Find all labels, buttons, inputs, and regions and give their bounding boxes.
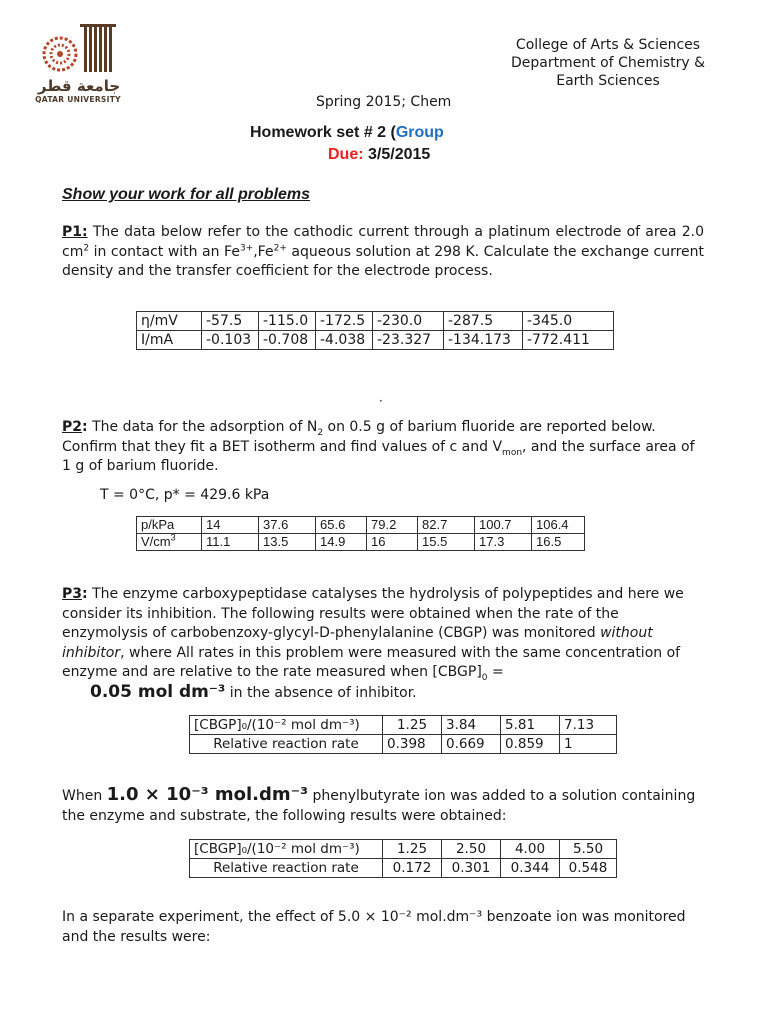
problem-1-text-d: aqueous solution at 298 K. Calculate the exchange current density and the transfer coefficient for the electrode process. xyxy=(62,243,704,279)
problem-1-table xyxy=(136,311,614,350)
when-rest: phenylbutyrate ion was added to a solution containing the enzyme and substrate, the following results were obtained: xyxy=(62,788,696,824)
p3-colon: : xyxy=(82,586,88,602)
table-row xyxy=(190,859,617,878)
p2-colon: : xyxy=(82,419,88,435)
department-line: Department of Chemistry & xyxy=(510,55,706,71)
table-row xyxy=(190,716,617,735)
table-cell: -134.173 xyxy=(444,331,523,350)
table-cell: 14.9 xyxy=(316,534,367,551)
table-cell: 65.6 xyxy=(316,517,367,534)
table-cell: 0.172 xyxy=(383,859,442,878)
table-row xyxy=(137,312,614,331)
table-cell: 0.301 xyxy=(442,859,501,878)
table-cell: 0.398 xyxy=(383,735,442,754)
table-cell: 106.4 xyxy=(532,517,585,534)
table-cell: 16.5 xyxy=(532,534,585,551)
problem-3-line-end xyxy=(90,682,417,702)
when-prefix: When xyxy=(62,788,107,804)
problem-3-table-1 xyxy=(189,715,617,754)
table-cell: 1.25 xyxy=(383,840,442,859)
problem-3-text-c: = xyxy=(487,664,504,680)
table-cell: 0.548 xyxy=(560,859,617,878)
problem-2-table xyxy=(136,516,585,551)
table-cell: -287.5 xyxy=(444,312,523,331)
homework-group-text: Group xyxy=(395,124,444,141)
table-cell: 0.859 xyxy=(501,735,560,754)
table-cell: 1 xyxy=(560,735,617,754)
table-cell: 0.344 xyxy=(501,859,560,878)
table-cell: -4.038 xyxy=(316,331,373,350)
when-text xyxy=(62,785,704,826)
table-cell: 3.84 xyxy=(442,716,501,735)
table-cell: 11.1 xyxy=(202,534,259,551)
problem-3-table-2 xyxy=(189,839,617,878)
when-bold: 1.0 × 10⁻³ mol.dm⁻³ xyxy=(106,784,309,805)
problem-1-text xyxy=(62,223,704,282)
p1-sup-b: 3+ xyxy=(239,242,254,253)
problem-2-text-a: The data for the adsorption of N xyxy=(87,419,318,435)
p2-sub-a: 2 xyxy=(317,427,324,438)
table-cell: I/mA xyxy=(137,331,202,350)
table-cell: -23.327 xyxy=(373,331,444,350)
problem-3-label: P3 xyxy=(62,586,83,602)
problem-2-label: P2 xyxy=(62,419,83,435)
table-cell: 100.7 xyxy=(475,517,532,534)
separator-dot: · xyxy=(379,394,383,408)
problem-3-text-d: in the absence of inhibitor. xyxy=(225,685,417,701)
table-cell: Relative reaction rate xyxy=(190,735,383,754)
table-row xyxy=(137,331,614,350)
department-line-2: Earth Sciences xyxy=(556,73,660,89)
table-cell: 5.81 xyxy=(501,716,560,735)
table-cell: 7.13 xyxy=(560,716,617,735)
table-cell: -115.0 xyxy=(259,312,316,331)
problem-3-bold-conc: 0.05 mol dm⁻³ xyxy=(90,682,226,702)
instructions: Show your work for all problems xyxy=(62,186,311,203)
table-cell: 0.669 xyxy=(442,735,501,754)
table-row xyxy=(190,840,617,859)
p3-sub-b: 0 xyxy=(481,672,488,683)
problem-1-text-a: The data below refer to the cathodic current through a platinum electrode of area 2.0 cm xyxy=(62,224,704,260)
table-row xyxy=(137,534,585,551)
table-cell: 82.7 xyxy=(418,517,475,534)
due-date: 3/5/2015 xyxy=(368,146,431,163)
problem-2-conditions: T = 0°C, p* = 429.6 kPa xyxy=(100,487,270,503)
problem-3-italic: without inhibitor xyxy=(62,625,653,661)
table-cell: [CBGP]₀/(10⁻² mol dm⁻³) xyxy=(190,840,383,859)
table-cell: 17.3 xyxy=(475,534,532,551)
table-cell xyxy=(137,534,202,551)
p2-sub-b: mon xyxy=(502,447,523,458)
table-cell: -57.5 xyxy=(202,312,259,331)
v-label: V/cm xyxy=(141,534,171,549)
table-cell: 5.50 xyxy=(560,840,617,859)
due-label: Due: xyxy=(328,146,364,163)
college-line: College of Arts & Sciences xyxy=(515,37,701,53)
p1-sup-c: 2+ xyxy=(273,242,287,253)
table-cell: η/mV xyxy=(137,312,202,331)
table-cell: 1.25 xyxy=(383,716,442,735)
table-row xyxy=(190,735,617,754)
problem-1-label: P1: xyxy=(62,224,88,240)
table-cell: -345.0 xyxy=(523,312,614,331)
problem-1-text-c: ,Fe xyxy=(253,243,274,260)
table-cell: Relative reaction rate xyxy=(190,859,383,878)
semester-line: Spring 2015; Chem xyxy=(316,94,452,110)
v-label-sup: 3 xyxy=(170,532,176,543)
problem-2-text xyxy=(62,418,704,477)
homework-title xyxy=(250,124,444,142)
problem-1-text-b: in contact with an Fe xyxy=(89,243,240,260)
table-cell: 15.5 xyxy=(418,534,475,551)
table-cell: p/kPa xyxy=(137,517,202,534)
table-cell: -230.0 xyxy=(373,312,444,331)
table-cell: 14 xyxy=(202,517,259,534)
logo-english-text: QATAR UNIVERSITY xyxy=(35,95,121,104)
table-row xyxy=(137,517,585,534)
table-cell: 37.6 xyxy=(259,517,316,534)
table-cell: -0.103 xyxy=(202,331,259,350)
p1-sup-a: 2 xyxy=(83,242,90,253)
table-cell: 2.50 xyxy=(442,840,501,859)
table-cell: [CBGP]₀/(10⁻² mol dm⁻³) xyxy=(190,716,383,735)
problem-3-text xyxy=(62,585,704,683)
problem-3-text-a: The enzyme carboxypeptidase catalyses the hydrolysis of polypeptides and here we consider its inhibition. The following results were obtained when the rate of the enzymolysis of carbobenzoxy-glycyl-D-phenylalanine (CBGP) was monitored xyxy=(62,586,684,641)
table-cell: -772.411 xyxy=(523,331,614,350)
problem-2-text-c: , and the surface area of 1 g of barium fluoride. xyxy=(62,438,695,474)
problem-3-text-b: , where All rates in this problem were measured with the same concentration of enzyme and are relative to the rate measured when [CBGP] xyxy=(62,644,681,680)
table-cell: -172.5 xyxy=(316,312,373,331)
homework-title-text: Homework set # 2 ( xyxy=(250,124,396,141)
table-cell: 16 xyxy=(367,534,418,551)
table-cell: 79.2 xyxy=(367,517,418,534)
due-line xyxy=(328,146,430,164)
table-cell: -0.708 xyxy=(259,331,316,350)
problem-2-text-b: on 0.5 g of barium fluoride are reported below. Confirm that they fit a BET isotherm and find values of c and V xyxy=(62,419,656,455)
table-cell: 4.00 xyxy=(501,840,560,859)
separate-experiment-text: In a separate experiment, the effect of 5.0 × 10⁻² mol.dm⁻³ benzoate ion was monitored and the results were: xyxy=(62,909,686,945)
logo-arabic-text: جامعة قطر xyxy=(37,77,121,95)
table-cell: 13.5 xyxy=(259,534,316,551)
college-header xyxy=(470,36,746,90)
